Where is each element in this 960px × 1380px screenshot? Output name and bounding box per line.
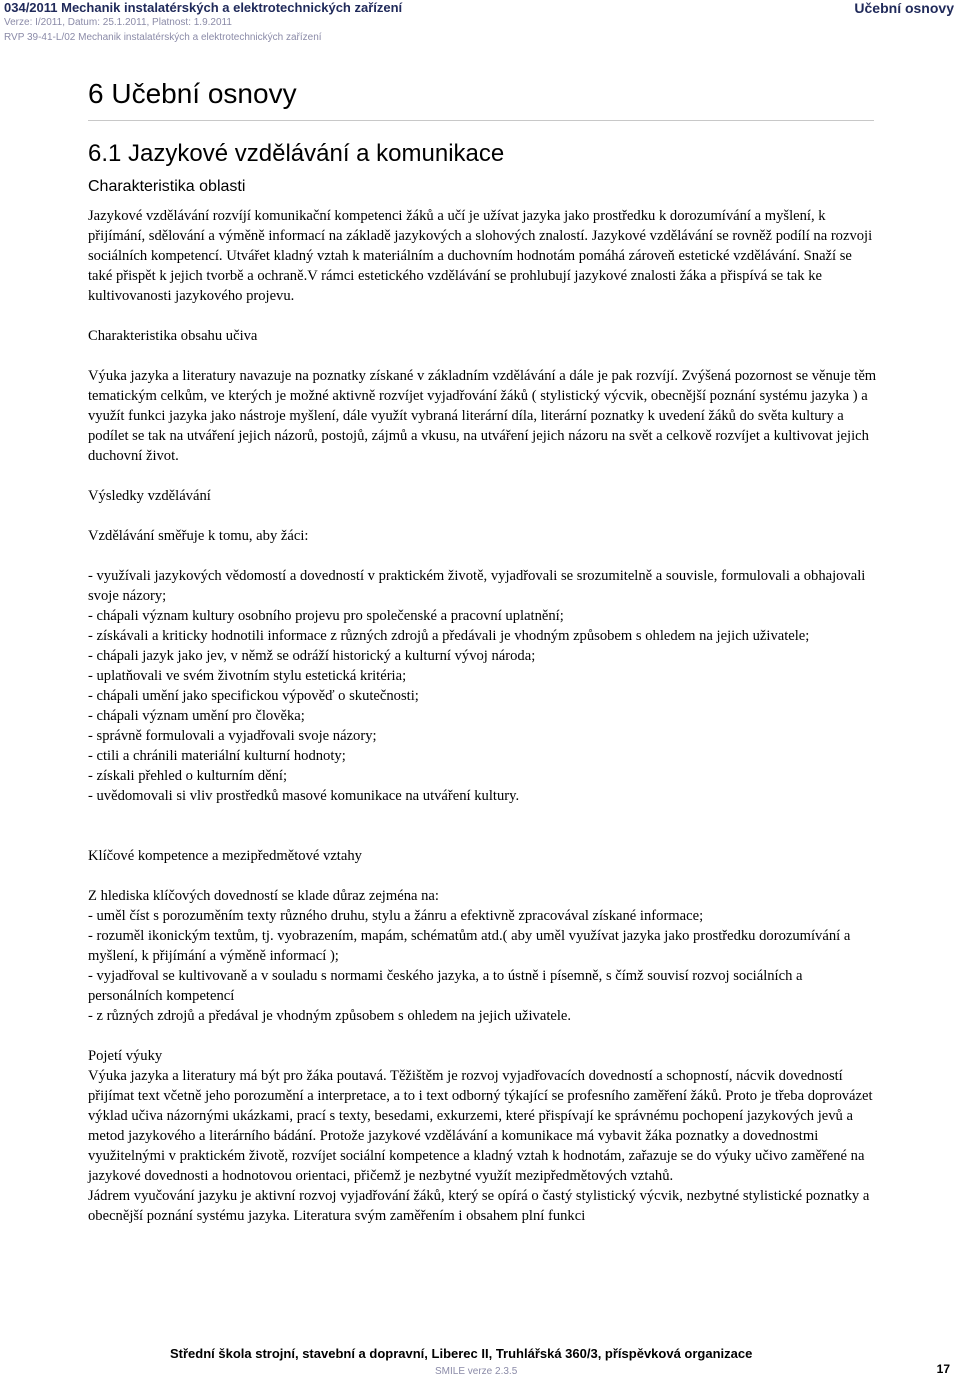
list-item: - rozuměl ikonickým textům, tj. vyobrazením, mapám, schématům atd.( aby uměl využívat jazyka jako prostředku dorozumívání a myšlení, k přijímání a výměně informací ); <box>88 928 851 964</box>
chapter-divider <box>88 120 874 121</box>
paragraph-characteristics: Jazykové vzdělávání rozvíjí komunikační kompetenci žáků a učí je užívat jazyka jako prostředku k dorozumívání a myšlení, k přijímání, sdělování a výměně informací na základě jazykových a slohových znalostí. Jazykové vzdělávání se rovněž podílí na rozvoji sociálních kompetencí. Utvářet kladný vztah k materiálním a duchovním hodnotám pomáhá zároveň estetické vzdělávání. Snaží se také přispět k jejich tvorbě a ochraně.V rámci estetického vzdělávání se prohlubují jazykové znalosti žáka a přispívá se tak ke kultivovanosti jazykového projevu. <box>88 208 873 304</box>
list-item: - uměl číst s porozuměním texty různého druhu, stylu a žánru a efektivně zpracovával získané informace; <box>88 908 704 924</box>
heading-teaching-approach: Pojetí výuky <box>88 1048 163 1064</box>
list-item: - chápali jazyk jako jev, v němž se odráží historický a kulturní vývoj národa; <box>88 648 536 664</box>
header-document-title: 034/2011 Mechanik instalatérských a elektrotechnických zařízení <box>4 0 403 15</box>
subsection-title: Charakteristika oblasti <box>88 178 246 195</box>
paragraph-core: Jádrem vyučování jazyku je aktivní rozvoj vyjadřování žáků, který se opírá o častý stylistický výcvik, nezbytné stylistické poznatky a obecnější poznání systému jazyka. Literatura svým zaměřením i obsahem plní funkci <box>88 1188 870 1224</box>
header-rvp-line: RVP 39-41-L/02 Mechanik instalatérských a elektrotechnických zařízení <box>4 32 322 43</box>
heading-results: Výsledky vzdělávání <box>88 488 211 504</box>
list-item: - vyjadřoval se kultivovaně a v souladu s normami českého jazyka, a to ústně i písemně, s čímž souvisí rozvoj sociálních a personálních kompetencí <box>88 968 803 1004</box>
list-item: - chápali význam umění pro člověka; <box>88 708 305 724</box>
section-title: 6.1 Jazykové vzdělávání a komunikace <box>88 140 505 167</box>
heading-key-competences: Klíčové kompetence a mezipředmětové vztahy <box>88 848 362 864</box>
paragraph-teaching: Výuka jazyka a literatury má být pro žáka poutavá. Těžištěm je rozvoj vyjadřovacích dovedností a schopností, nácvik dovedností přijímat text včetně jeho porozumění a interpretace, a to i text odborný týkající se profesního zaměření žáků. Proto je třeba doprovázet výklad učiva názornými ukázkami, prací s texty, besedami, exkurzemi, které přispívají ke správnému pochopení jazykových jevů a metod jazykového a literárního bádání. Protože jazykové vzdělávání a komunikace má vybavit žáka poznatky a dovednostmi využitelnými v praktickém životě, rozvíjet sociální kompetence a kladný vztah k hodnotám, zařazuje se do výuky učivo zaměřené na jazykové dovednosti a hodnotovou orientaci, přičemž je nezbytné využít mezipředmětových vztahů. <box>88 1068 873 1184</box>
list-item: - získali přehled o kulturním dění; <box>88 768 287 784</box>
document-body <box>88 206 878 1226</box>
list-item: - z různých zdrojů a předával je vhodným způsobem s ohledem na jejich uživatele. <box>88 1008 572 1024</box>
list-item: - získávali a kriticky hodnotili informace z různých zdrojů a předávali je vhodným způsobem s ohledem na jejich uživatele; <box>88 628 810 644</box>
list-item: - chápali význam kultury osobního projevu pro společenské a pracovní uplatnění; <box>88 608 564 624</box>
list-item: - uvědomovali si vliv prostředků masové komunikace na utváření kultury. <box>88 788 520 804</box>
list-item: - využívali jazykových vědomostí a dovedností v praktickém životě, vyjadřovali se srozumitelně a souvisle, formulovali a obhajovali svoje názory; <box>88 568 866 604</box>
list-item: - správně formulovali a vyjadřovali svoje názory; <box>88 728 377 744</box>
header-version-line: Verze: I/2011, Datum: 25.1.2011, Platnost: 1.9.2011 <box>4 17 232 28</box>
chapter-title: 6 Učební osnovy <box>88 78 297 109</box>
list-item: - uplatňovali ve svém životním stylu estetická kritéria; <box>88 668 407 684</box>
paragraph-results-intro: Vzdělávání směřuje k tomu, aby žáci: <box>88 528 309 544</box>
heading-content-characteristics: Charakteristika obsahu učiva <box>88 328 258 344</box>
page-number: 17 <box>936 1362 950 1376</box>
list-item: - chápali umění jako specifickou výpověď o skutečnosti; <box>88 688 419 704</box>
footer-software-version: SMILE verze 2.3.5 <box>435 1366 518 1377</box>
list-item: - ctili a chránili materiální kulturní hodnoty; <box>88 748 346 764</box>
paragraph-content: Výuka jazyka a literatury navazuje na poznatky získané v základním vzdělávání a dále je pak rozvíjí. Zvýšená pozornost se věnuje těm tematickým celkům, ve kterých je možné aktivně rozvíjet vyjadřování žáků ( stylistický výcvik, obecnější poznání systému jazyka ) a využít funkci jazyka jako nástroje myšlení, dále využít vybraná literární díla, literární poznatky k uvedení žáků do světa kultury a podílet se tak na utváření jejich názorů, postojů, zájmů a vkusu, na utváření jejich názoru na svět a celkově rozvíjet a kultivovat jejich duchovní život. <box>88 368 877 464</box>
header-section-name: Učební osnovy <box>854 0 954 16</box>
footer-school-name: Střední škola strojní, stavební a dopravní, Liberec II, Truhlářská 360/3, příspěvková organizace <box>170 1346 753 1361</box>
paragraph-key-intro: Z hlediska klíčových dovedností se klade důraz zejména na: <box>88 888 439 904</box>
